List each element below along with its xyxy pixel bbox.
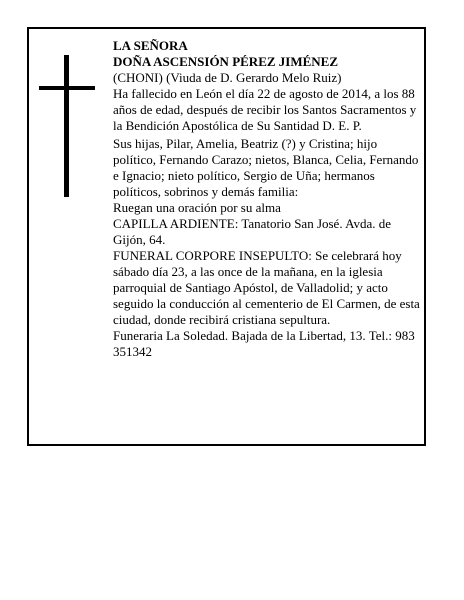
cross-icon-crossbar <box>39 86 95 90</box>
nickname-line: (CHONI) (Viuda de D. Gerardo Melo Ruiz) <box>113 70 342 85</box>
cross-icon <box>64 55 69 197</box>
obituary-heading: LA SEÑORA <box>113 38 188 53</box>
deceased-name: DOÑA ASCENSIÓN PÉREZ JIMÉNEZ <box>113 54 339 69</box>
funeral-home-paragraph: Funeraria La Soledad. Bajada de la Libertad, 13. Tel.: 983 351342 <box>113 328 415 359</box>
family-paragraph: Sus hijas, Pilar, Amelia, Beatriz (?) y Cristina; hijo político, Fernando Carazo; nietos, Blanca, Celia, Fernando e Ignacio; nieto político, Sergio de Uña; hermanos políticos, sobrinos y demás familia: <box>113 136 419 199</box>
chapel-paragraph: CAPILLA ARDIENTE: Tanatorio San José. Avda. de Gijón, 64. <box>113 216 392 247</box>
funeral-paragraph: FUNERAL CORPORE INSEPULTO: Se celebrará hoy sábado día 23, a las once de la mañana, en la iglesia parroquial de Santiago Apóstol, de Valladolid; y acto seguido la conducción al cementerio de El Carmen, de esta ciudad, donde recibirá cristiana sepultura. <box>113 248 420 327</box>
death-paragraph: Ha fallecido en León el día 22 de agosto de 2014, a los 88 años de edad, después de recibir los Santos Sacramentos y la Bendición Apostólica de Su Santidad D. E. P. <box>113 86 417 133</box>
prayer-line: Ruegan una oración por su alma <box>113 200 281 215</box>
obituary-text <box>113 38 421 360</box>
